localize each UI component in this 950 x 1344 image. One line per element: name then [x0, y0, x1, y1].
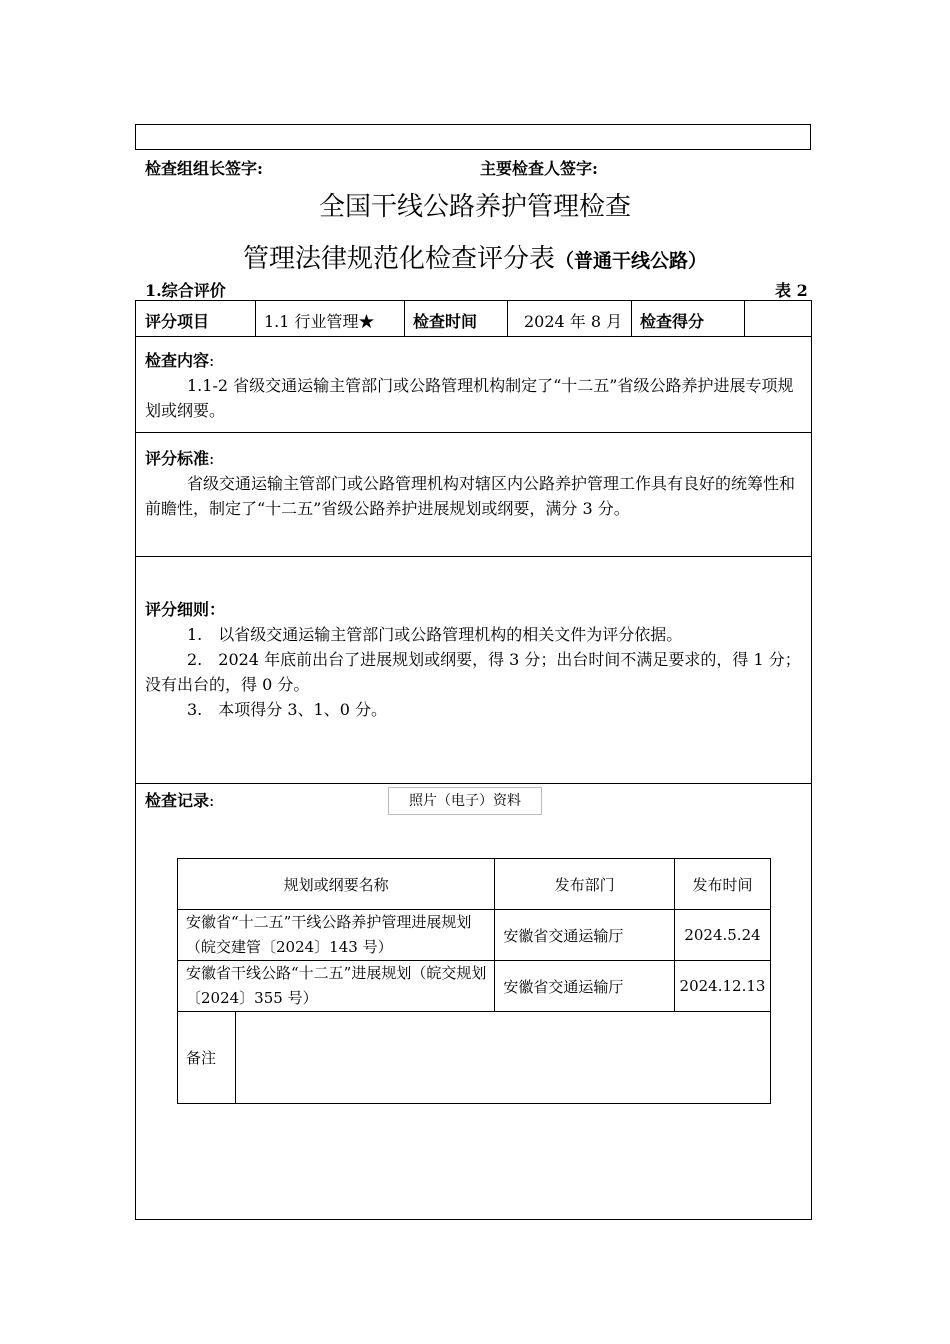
- subtitle-main: 管理法律规范化检查评分表: [242, 244, 555, 274]
- col-divider: [631, 300, 632, 336]
- plan-table: [177, 858, 771, 1104]
- photo-materials-button[interactable]: 照片（电子）资料: [388, 787, 542, 815]
- col-divider: [744, 300, 745, 336]
- row-divider: [135, 783, 812, 784]
- inspector-signature-label: 主要检查人签字:: [480, 159, 598, 178]
- standard-label: 评分标准: [145, 449, 210, 468]
- table-number: 表 2: [775, 281, 808, 300]
- department: 安徽省交通运输厅: [495, 910, 675, 961]
- plan-name: 安徽省干线公路“十二五”进展规划（皖交规划〔2024〕355 号）: [178, 961, 495, 1012]
- publish-date: 2024.5.24: [674, 910, 770, 961]
- content-text: 1.1-2 省级交通运输主管部门或公路管理机构制定了“十二五”省级公路养护进展专项规划或纲要。: [145, 376, 794, 420]
- department: 安徽省交通运输厅: [495, 961, 675, 1012]
- section-label: 1.综合评价: [145, 281, 226, 300]
- rule-item: 2. 2024 年底前出台了进展规划或纲要，得 3 分；出台时间不满足要求的，得 1 分；没有出台的，得 0 分。: [145, 650, 801, 694]
- standard-text: 省级交通运输主管部门或公路管理机构对辖区内公路养护管理工作具有良好的统筹性和前瞻性，制定了“十二五”省级公路养护进展规划或纲要，满分 3 分。: [145, 474, 796, 518]
- remark-row: [178, 1012, 771, 1104]
- header-date: 发布时间: [674, 859, 770, 910]
- col-divider: [507, 300, 508, 336]
- time-value: 2024 年 8 月: [524, 312, 623, 331]
- row-divider: [135, 432, 812, 433]
- rule-item: 3. 本项得分 3、1、0 分。: [187, 700, 387, 719]
- table-row: [178, 961, 771, 1012]
- row-divider: [135, 556, 812, 557]
- publish-date: 2024.12.13: [674, 961, 770, 1012]
- header-department: 发布部门: [495, 859, 675, 910]
- remark-value: [235, 1012, 770, 1104]
- remark-label: 备注: [178, 1012, 236, 1104]
- item-label: 评分项目: [145, 312, 210, 331]
- standard-section: 评分标准: 省级交通运输主管部门或公路管理机构对辖区内公路养护管理工作具有良好的统筹性和前瞻性，制定了“十二五”省级公路养护进展规划或纲要，满分 3 分。: [145, 446, 803, 521]
- col-divider: [404, 300, 405, 336]
- subtitle-paren: （普通干线公路）: [555, 250, 708, 272]
- rule-item: 1. 以省级交通运输主管部门或公路管理机构的相关文件为评分依据。: [187, 625, 683, 644]
- score-label: 检查得分: [640, 312, 705, 331]
- col-divider: [255, 300, 256, 336]
- header-plan-name: 规划或纲要名称: [178, 859, 495, 910]
- top-empty-box: [135, 124, 811, 150]
- table-header-row: [178, 859, 771, 910]
- page-title: 全国干线公路养护管理检查: [318, 192, 631, 222]
- content-label: 检查内容: [145, 351, 210, 370]
- record-label: 检查记录: [145, 791, 210, 810]
- table-row: [178, 910, 771, 961]
- rules-section: [145, 597, 803, 722]
- rules-label: 评分细则：: [145, 600, 226, 619]
- plan-name: 安徽省“十二五”干线公路养护管理进展规划（皖交建管〔2024〕143 号）: [178, 910, 495, 961]
- leader-signature-label: 检查组组长签字:: [145, 159, 263, 178]
- time-label: 检查时间: [413, 312, 478, 331]
- content-section: 检查内容: 1.1-2 省级交通运输主管部门或公路管理机构制定了“十二五”省级公路养护进展专项规划或纲要。: [145, 348, 803, 423]
- page-subtitle: [0, 238, 950, 275]
- record-section: 检查记录:: [145, 791, 215, 810]
- item-value: 1.1 行业管理★: [264, 312, 375, 331]
- row-divider: [135, 336, 812, 337]
